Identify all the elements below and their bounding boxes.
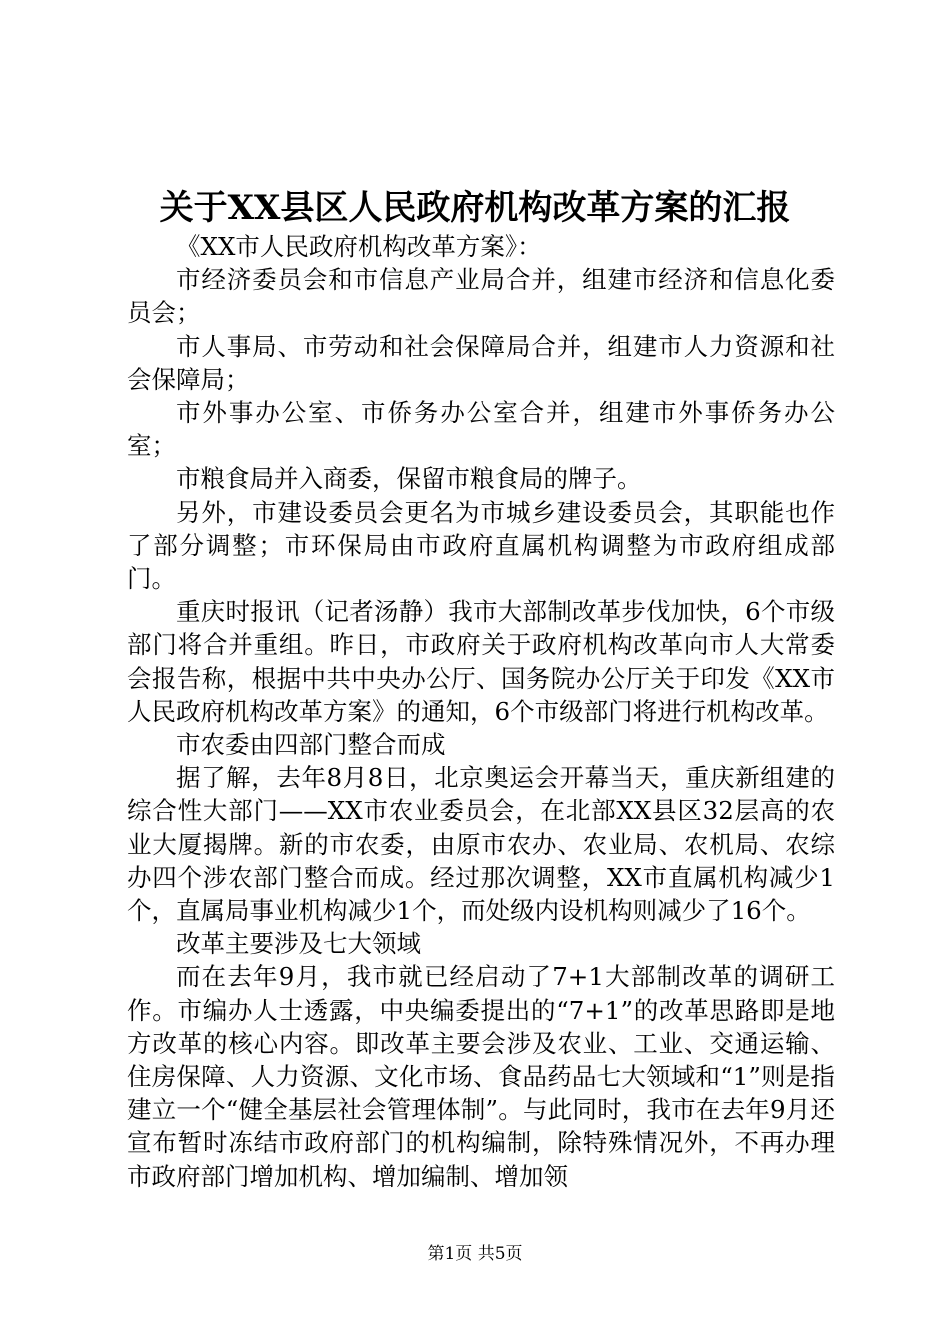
document-title: 关于XX县区人民政府机构改革方案的汇报 — [159, 188, 791, 228]
page-footer: 第1页 共5页 — [427, 1244, 523, 1264]
paragraph: 《XX市人民政府机构改革方案》： — [176, 232, 542, 261]
paragraph: 另外，市建设委员会更名为市城乡建设委员会，其职能也作了部分调整；市环保局由市政府直属机构调整为市政府组成部门。 — [127, 497, 835, 594]
paragraph: 市经济委员会和市信息产业局合并，组建市经济和信息化委员会； — [127, 265, 835, 328]
section-heading: 改革主要涉及七大领域 — [176, 929, 421, 959]
paragraph: 市外事办公室、市侨务办公室合并，组建市外事侨务办公室； — [127, 398, 835, 461]
paragraph: 而在去年9月，我市就已经启动了7+1大部制改革的调研工作。市编办人士透露，中央编委提出的“7+1”的改革思路即是地方改革的核心内容。即改革主要会涉及农业、工业、交通运输、住房保障、人力资源、文化市场、食品药品七大领域和“1”则是指建立一个“健全基层社会管理体制”。与此同时，我市在去年9月还宣布暂时冻结市政府部门的机构编制，除特殊情况外，不再办理市政府部门增加机构、增加编制、增加领 — [127, 962, 835, 1191]
section-heading: 市农委由四部门整合而成 — [176, 730, 446, 760]
document-body — [127, 230, 835, 1193]
paragraph: 市粮食局并入商委，保留市粮食局的牌子。 — [176, 464, 642, 494]
paragraph: 重庆时报讯（记者汤静）我市大部制改革步伐加快，6个市级部门将合并重组。昨日，市政府关于政府机构改革向市人大常委会报告称，根据中共中央办公厅、国务院办公厅关于印发《XX市人民政府机构改革方案》的通知，6个市级部门将进行机构改革。 — [127, 597, 835, 726]
paragraph: 市人事局、市劳动和社会保障局合并，组建市人力资源和社会保障局； — [127, 331, 835, 394]
paragraph: 据了解，去年8月8日，北京奥运会开幕当天，重庆新组建的综合性大部门——XX市农业委员会，在北部XX县区32层高的农业大厦揭牌。新的市农委，由原市农办、农业局、农机局、农综办四个涉农部门整合而成。经过那次调整，XX市直属机构减少1个，直属局事业机构减少1个，而处级内设机构则减少了16个。 — [127, 763, 835, 926]
